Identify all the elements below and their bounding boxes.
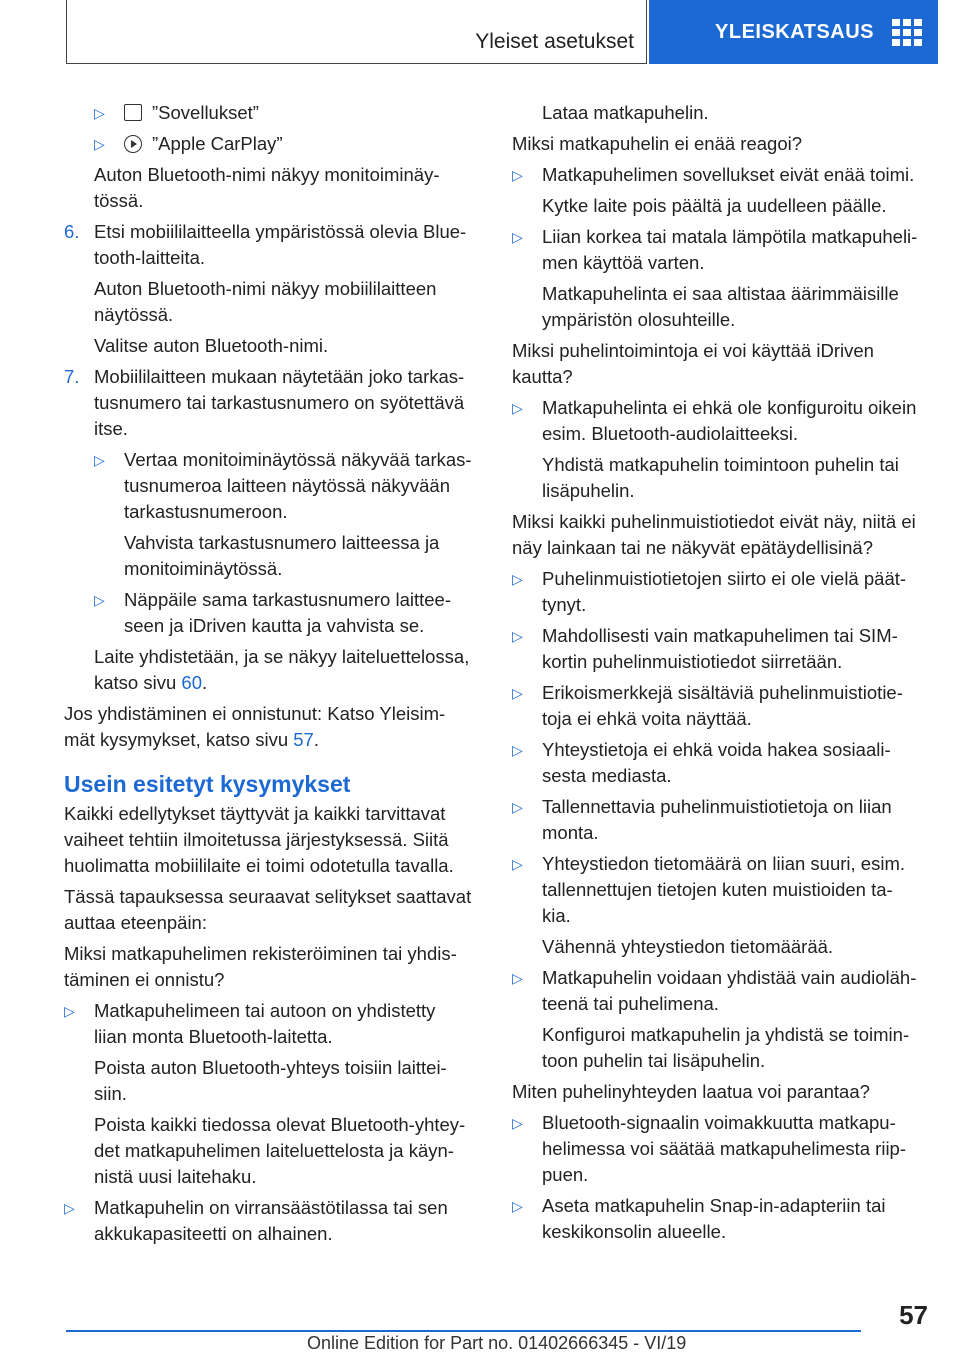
menu-path-apps: ”Sovellukset”: [152, 102, 259, 123]
bullet-triangle-icon: ▷: [94, 592, 105, 608]
list-item-text: Tallennettavia puhelinmuistiotietoja on liian monta.: [542, 796, 892, 843]
list-item-text: Matkapuhelimeen tai autoon on yhdistetty liian monta Bluetooth-laitetta.: [94, 1000, 436, 1047]
step-number: 6.: [64, 221, 80, 242]
apps-icon: [124, 104, 142, 121]
bullet-triangle-icon: ▷: [512, 571, 523, 587]
step-text: Mobiililaitteen mukaan näytetään joko tarkas‐ tusnumero tai tarkastusnumero on syötettävä itse.: [94, 366, 465, 439]
paragraph: Poista kaikki tiedossa olevat Bluetooth-yhtey‐ det matkapuhelimen laiteluettelosta ja käyn‐ nistä uusi laitehaku.: [94, 1114, 466, 1187]
page-link-57[interactable]: 57: [293, 729, 314, 750]
paragraph: Poista auton Bluetooth-yhteys toisiin laittei‐ siin.: [94, 1057, 447, 1104]
paragraph: Lataa matkapuhelin.: [542, 102, 709, 123]
bullet-triangle-icon: ▷: [94, 136, 105, 152]
list-item: [512, 566, 930, 618]
list-item-text: Matkapuhelimen sovellukset eivät enää toimi.: [542, 164, 915, 185]
list-item-text: Erikoismerkkejä sisältäviä puhelinmuistiotie‐ toja ei ehkä voita näyttää.: [542, 682, 903, 729]
list-item-text: Matkapuhelin on virransäästötilassa tai sen akkukapasiteetti on alhainen.: [94, 1197, 448, 1244]
bullet-triangle-icon: ▷: [512, 1198, 523, 1214]
list-item-text: Näppäile sama tarkastusnumero laittee‐ seen ja iDriven kautta ja vahvista se.: [124, 589, 451, 636]
list-item-text: Yhteystiedon tietomäärä on liian suuri, esim. tallennettujen tietojen kuten muistioiden ta‐ kia.: [542, 853, 905, 926]
paragraph: Auton Bluetooth-nimi näkyy monitoiminäy‐ tössä.: [94, 164, 440, 211]
list-item: [512, 851, 930, 929]
list-item: [512, 162, 930, 188]
list-item: [512, 1193, 930, 1245]
list-item-text: Aseta matkapuhelin Snap-in-adapteriin tai keskikonsolin alueelle.: [542, 1195, 886, 1242]
question: Miten puhelinyhteyden laatua voi parantaa?: [512, 1081, 870, 1102]
paragraph: Laite yhdistetään, ja se näkyy laiteluettelossa, katso sivu 60.: [94, 646, 470, 693]
list-item: [512, 224, 930, 276]
list-item: [512, 1110, 930, 1188]
list-item-text: Bluetooth-signaalin voimakkuutta matkapu‐ helimessa voi säätää matkapuhelimesta riip‐ puen.: [542, 1112, 907, 1185]
right-column: [512, 100, 930, 1250]
question: Miksi puhelintoimintoja ei voi käyttää iDriven kautta?: [512, 340, 874, 387]
paragraph: Jos yhdistäminen ei onnistunut: Katso Yleisim‐ mät kysymykset, katso sivu 57.: [64, 703, 446, 750]
overview-tab[interactable]: [649, 0, 938, 64]
paragraph: Tässä tapauksessa seuraavat selitykset saattavat auttaa eteenpäin:: [64, 886, 472, 933]
question: Miksi matkapuhelimen rekisteröiminen tai yhdis‐ täminen ei onnistu?: [64, 943, 457, 990]
bullet-triangle-icon: ▷: [512, 799, 523, 815]
list-item-text: Matkapuhelinta ei ehkä ole konfiguroitu oikein esim. Bluetooth-audiolaitteeksi.: [542, 397, 917, 444]
list-item: [512, 395, 930, 447]
section-title: Yleiset asetukset: [475, 30, 634, 53]
list-item: [64, 100, 480, 126]
bullet-triangle-icon: ▷: [64, 1003, 75, 1019]
list-item: [512, 680, 930, 732]
page-link-60[interactable]: 60: [181, 672, 202, 693]
paragraph: Kaikki edellytykset täyttyvät ja kaikki tarvittavat vaiheet tehtiin ilmoitetussa järjestyksessä. Siitä huolimatta mobiililaite ei toimi odotetulla tavalla.: [64, 803, 454, 876]
bullet-triangle-icon: ▷: [512, 970, 523, 986]
grid-menu-icon: [892, 19, 922, 45]
list-item-text: Vertaa monitoiminäytössä näkyvää tarkas‐ tusnumeroa laitteen näytössä näkyvään tarkastusnumeroon.: [124, 449, 472, 522]
step-text: Etsi mobiililaitteella ympäristössä olevia Blue‐ tooth-laitteita.: [94, 221, 467, 268]
footer-edition: Online Edition for Part no. 01402666345 - VI/19: [307, 1333, 687, 1353]
bullet-triangle-icon: ▷: [512, 856, 523, 872]
list-item: [64, 447, 480, 525]
bullet-triangle-icon: ▷: [512, 685, 523, 701]
footer-divider: [66, 1330, 861, 1332]
bullet-triangle-icon: ▷: [64, 1200, 75, 1216]
list-item: [64, 131, 480, 157]
header-section-box: [66, 0, 647, 64]
bullet-triangle-icon: ▷: [512, 742, 523, 758]
overview-tab-label: YLEISKATSAUS: [715, 20, 874, 43]
question: Miksi matkapuhelin ei enää reagoi?: [512, 133, 803, 154]
list-item: [512, 737, 930, 789]
paragraph: Vahvista tarkastusnumero laitteessa ja monitoiminäytössä.: [124, 532, 440, 579]
page-number: 57: [899, 1300, 928, 1330]
list-item: [64, 587, 480, 639]
menu-path-carplay: ”Apple CarPlay”: [152, 133, 283, 154]
left-column: [64, 100, 480, 1252]
paragraph: Matkapuhelinta ei saa altistaa äärimmäisille ympäristön olosuhteille.: [542, 283, 899, 330]
bullet-triangle-icon: ▷: [94, 452, 105, 468]
list-item-text: Yhteystietoja ei ehkä voida hakea sosiaali‐ sesta mediasta.: [542, 739, 891, 786]
step-6: [64, 219, 480, 271]
list-item: [512, 794, 930, 846]
paragraph: Vähennä yhteystiedon tietomäärää.: [542, 936, 834, 957]
bullet-triangle-icon: ▷: [512, 167, 523, 183]
list-item-text: Mahdollisesti vain matkapuhelimen tai SIM- kortin puhelinmuistiotiedot siirretään.: [542, 625, 898, 672]
bullet-triangle-icon: ▷: [512, 628, 523, 644]
step-7: [64, 364, 480, 442]
paragraph: Kytke laite pois päältä ja uudelleen päälle.: [542, 195, 887, 216]
paragraph: Auton Bluetooth-nimi näkyy mobiililaitteen näytössä.: [94, 278, 437, 325]
section-heading: Usein esitetyt kysymykset: [64, 771, 351, 797]
list-item: [64, 1195, 480, 1247]
paragraph: Konfiguroi matkapuhelin ja yhdistä se toimin‐ toon puhelin tai lisäpuhelin.: [542, 1024, 910, 1071]
bullet-triangle-icon: ▷: [512, 400, 523, 416]
paragraph: Valitse auton Bluetooth-nimi.: [94, 335, 329, 356]
list-item-text: Matkapuhelin voidaan yhdistää vain audioläh‐ teenä tai puhelimena.: [542, 967, 917, 1014]
step-number: 7.: [64, 366, 80, 387]
paragraph: Yhdistä matkapuhelin toimintoon puhelin tai lisäpuhelin.: [542, 454, 899, 501]
list-item: [512, 623, 930, 675]
list-item-text: Puhelinmuistiotietojen siirto ei ole vielä päät‐ tynyt.: [542, 568, 907, 615]
bullet-triangle-icon: ▷: [512, 1115, 523, 1131]
bullet-triangle-icon: ▷: [512, 229, 523, 245]
bullet-triangle-icon: ▷: [94, 105, 105, 121]
carplay-icon: [124, 135, 142, 153]
list-item: [64, 998, 480, 1050]
list-item-text: Liian korkea tai matala lämpötila matkapuheli‐ men käyttöä varten.: [542, 226, 918, 273]
question: Miksi kaikki puhelinmuistiotiedot eivät näy, niitä ei näy lainkaan tai ne näkyvät epätäydellisinä?: [512, 511, 916, 558]
list-item: [512, 965, 930, 1017]
